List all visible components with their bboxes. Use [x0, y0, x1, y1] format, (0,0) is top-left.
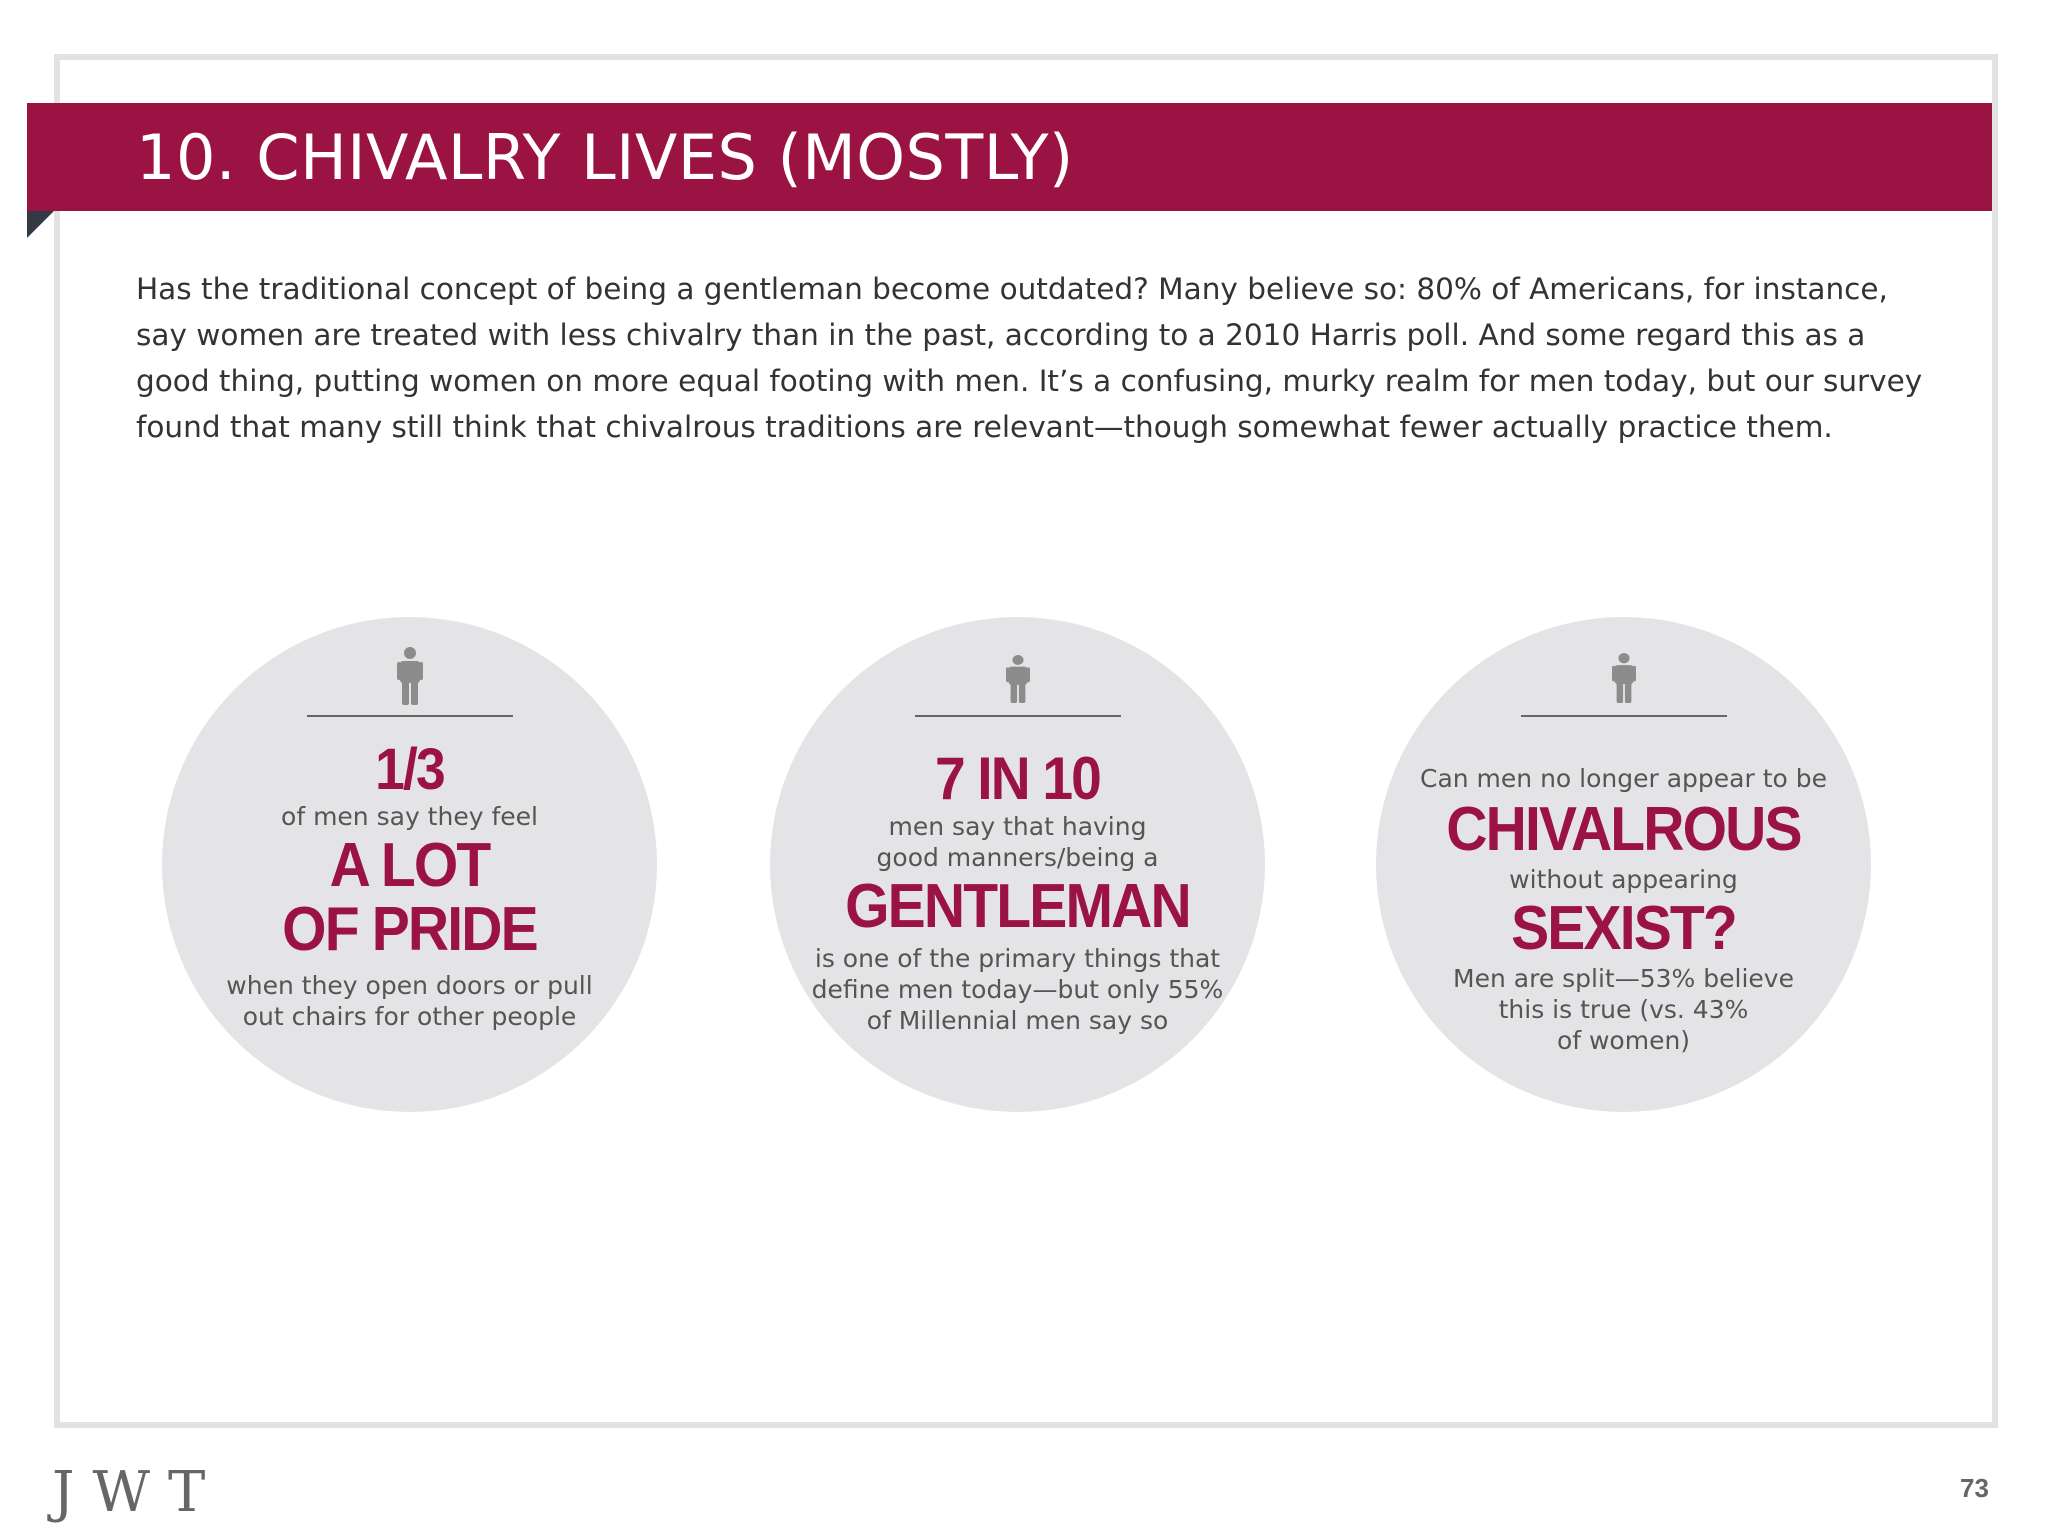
stat-text: define men today—but only 55%	[811, 975, 1224, 1004]
stat-emphasis: OF PRIDE	[282, 895, 537, 964]
stat-circle-pride	[162, 617, 657, 1112]
stat-headline: 1/3	[375, 737, 444, 802]
person-icon	[1612, 653, 1636, 703]
stat-text: good manners/being a	[876, 843, 1159, 872]
stat-text: Can men no longer appear to be	[1419, 764, 1828, 793]
stat-emphasis: CHIVALROUS	[1446, 795, 1801, 864]
stat-emphasis: GENTLEMAN	[845, 872, 1190, 941]
stat-headline: 7 IN 10	[934, 745, 1101, 812]
stat-text: of Millennial men say so	[866, 1006, 1169, 1035]
stat-text: of men say they feel	[281, 802, 538, 831]
stat-emphasis: SEXIST?	[1511, 894, 1736, 963]
stat-circle-gentleman	[770, 617, 1265, 1112]
stat-text: Men are split—53% believe	[1453, 964, 1794, 993]
stat-text: of women)	[1556, 1026, 1691, 1055]
stat-circle-sexist	[1376, 617, 1871, 1112]
person-icon	[397, 647, 423, 705]
page-number: 73	[1960, 1473, 1989, 1503]
stat-text: is one of the primary things that	[814, 944, 1221, 973]
stat-text: without appearing	[1509, 865, 1738, 894]
divider-line	[1521, 715, 1727, 717]
page-title: 10. CHIVALRY LIVES (MOSTLY)	[136, 121, 1074, 194]
stat-text: out chairs for other people	[242, 1002, 577, 1031]
stat-text: this is true (vs. 43%	[1498, 995, 1749, 1024]
divider-line	[307, 715, 513, 717]
stat-text: when they open doors or pull	[226, 971, 593, 1000]
title-bar-fold	[27, 211, 54, 238]
intro-paragraph: Has the traditional concept of being a gentleman become outdated? Many believe so: 80% of Americans, for instance, say women are treated with less chivalry than in the past, according to a 2010 Harris poll. And some regard this as a good thing, putting women on more equal footing with men. It’s a confusing, murky realm for men today, but our survey found that many still think that chivalrous traditions are relevant—though somewhat fewer actually practice them.	[136, 272, 1923, 444]
person-icon	[1006, 655, 1030, 703]
stat-text: men say that having	[888, 812, 1147, 841]
jwt-logo: JWT	[52, 1460, 224, 1525]
stat-emphasis: A LOT	[329, 831, 490, 900]
divider-line	[915, 715, 1121, 717]
